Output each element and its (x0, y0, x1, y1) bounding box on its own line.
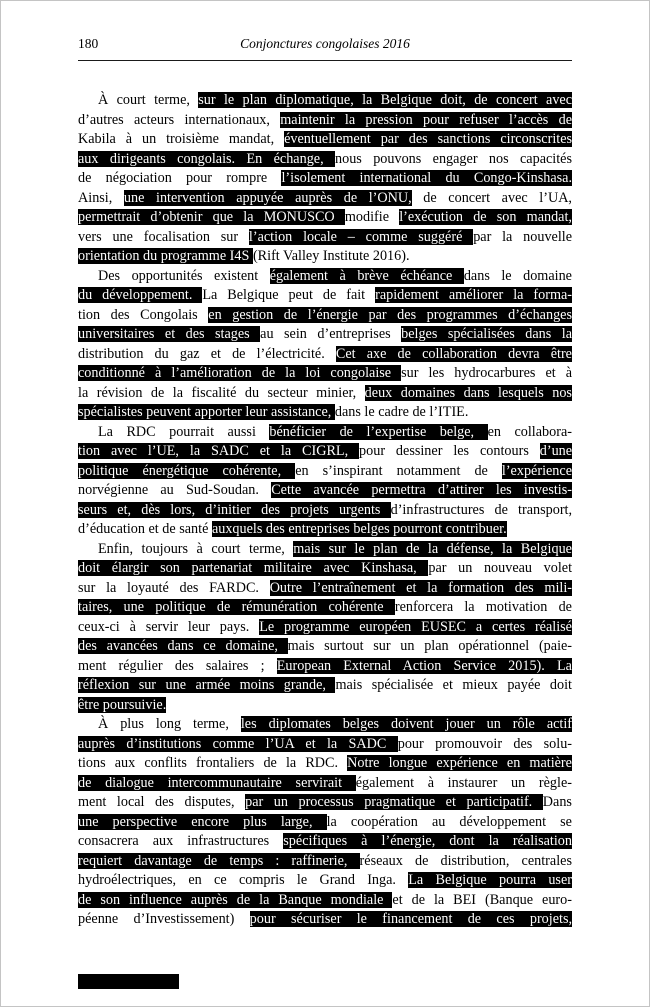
text-segment: en collabora- (487, 423, 572, 440)
text-line (78, 676, 572, 696)
selected-text: Cet axe de collaboration devra être (335, 345, 572, 362)
selected-text: également à brève échéance (269, 267, 464, 284)
text-line (78, 150, 572, 170)
selected-text: réflexion sur une armée moins grande, (78, 677, 336, 693)
selected-text: politique énergétique cohérente, (78, 462, 296, 479)
selected-text: de dialogue intercommunautaire servirait (78, 774, 356, 791)
text-line (78, 852, 572, 872)
selected-text: auprès d’institutions comme l’UA et la SADC (78, 735, 398, 752)
selected-text: de son influence auprès de la Banque mondiale (78, 891, 393, 908)
text-line (78, 403, 572, 423)
text-line (78, 345, 572, 365)
text-line (78, 813, 572, 833)
paragraph (78, 91, 572, 267)
text-line (78, 325, 572, 345)
text-line (78, 579, 572, 599)
text-line (78, 442, 572, 462)
text-segment: La Belgique peut de fait (202, 287, 376, 303)
text-segment: renforcera la motivation de (394, 599, 572, 615)
selected-text: d’une (539, 443, 572, 459)
selected-text: mais sur le plan de la défense, la Belgique (293, 540, 572, 557)
text-segment: (Rift Valley Institute 2016). (252, 248, 410, 264)
selected-text: orientation du programme I4S (78, 248, 253, 264)
text-line (78, 832, 572, 852)
text-line (78, 481, 572, 501)
selected-text: spécialistes peuvent apporter leur assistance, (78, 404, 335, 420)
text-segment: d’infrastructures de transport, (390, 501, 572, 518)
selected-text: rapidement améliorer la forma- (375, 287, 572, 303)
text-line (78, 891, 572, 911)
selected-text: requiert davantage de temps : raffinerie, (78, 852, 360, 869)
selected-text: seurs et, dès lors, d’initier des projets urgents (78, 501, 391, 518)
selected-text: Le programme européen EUSEC a certes réalisé (259, 618, 572, 635)
text-line (78, 364, 572, 384)
text-line (78, 637, 572, 657)
selected-text: auxquels des entreprises belges pourront contribuer. (211, 521, 507, 537)
selected-text: tion avec l’UE, la SADC et la CIGRL, (78, 443, 360, 459)
text-segment: dans le domaine (463, 267, 572, 284)
selected-text: en gestion de l’énergie par des programmes d’échanges (208, 306, 572, 323)
paragraph (78, 267, 572, 423)
text-segment: tions aux conflits frontaliers de la RDC. (78, 755, 348, 771)
text-segment: pour promouvoir des solu- (397, 735, 572, 752)
selected-text: European External Action Service 2015). La (276, 657, 572, 674)
text-line (78, 228, 572, 248)
text-segment: péenne d’Investissement) (78, 911, 250, 927)
paragraph (78, 715, 572, 930)
selected-text: bénéficier de l’expertise belge, (269, 423, 488, 440)
text-line (78, 462, 572, 482)
text-line (78, 735, 572, 755)
selected-text: être poursuivie. (78, 696, 167, 713)
text-line (78, 286, 572, 306)
text-segment: modifie (344, 209, 400, 225)
text-segment: dans le cadre de l’ITIE. (334, 404, 469, 420)
selected-text: spécifiques à l’énergie, dont la réalisation (283, 833, 572, 849)
text-segment: réseaux de distribution, centrales (359, 852, 572, 869)
page-number: 180 (78, 36, 99, 51)
text-line (78, 774, 572, 794)
text-line (78, 540, 572, 560)
selected-text: deux domaines dans lesquels nos (364, 384, 572, 401)
selected-text: du développement. (78, 287, 203, 303)
text-segment: au sein d’entreprises (260, 326, 402, 342)
selected-text: les diplomates belges doivent jouer un rôle actif (240, 716, 572, 732)
text-segment: la révision de la fiscalité du secteur minier, (78, 384, 365, 401)
selected-text: l’isolement international du Congo-Kinshasa. (281, 170, 572, 186)
text-segment: hydroélectriques, en ce compris le Grand Inga. (78, 872, 409, 888)
text-segment: de négociation pour rompre (78, 170, 282, 186)
text-line (78, 169, 572, 189)
selected-text: une intervention appuyée auprès de l’ONU, (123, 189, 412, 206)
selected-text: maintenir la pression pour refuser l’accès de (280, 111, 572, 128)
text-segment: À plus long terme, (98, 716, 241, 732)
text-line (78, 247, 572, 267)
text-segment: tion des Congolais (78, 306, 209, 323)
selected-text: pour sécuriser le financement de ces projets, (249, 911, 572, 927)
text-line (78, 111, 572, 131)
text-segment: À court terme, (98, 92, 199, 108)
selected-text: l’expérience (501, 462, 572, 479)
text-line (78, 598, 572, 618)
text-segment: La RDC pourrait aussi (98, 423, 270, 440)
selected-text: une perspective encore plus large, (78, 813, 327, 830)
paragraph (78, 540, 572, 716)
selected-text: éventuellement par des sanctions circonscrites (284, 131, 572, 147)
text-line (78, 754, 572, 774)
text-line (78, 715, 572, 735)
text-segment: Enfin, toujours à court terme, (98, 540, 294, 557)
text-line (78, 91, 572, 111)
text-segment: Dans (542, 794, 572, 810)
text-segment: de concert avec l’UA, (411, 189, 572, 206)
text-segment: par un nouveau volet (428, 560, 572, 576)
selected-text: belges spécialisées dans la (401, 326, 572, 342)
text-segment: pour dessiner les contours (359, 443, 540, 459)
selected-text: universitaires et des stages (78, 326, 261, 342)
text-segment: la coopération au développement se (326, 813, 572, 830)
text-segment: Ainsi, (78, 189, 124, 206)
text-line (78, 793, 572, 813)
text-segment: Des opportunités existent (98, 267, 270, 284)
text-segment: consacrera aux infrastructures (78, 833, 284, 849)
text-segment: d’autres acteurs internationaux, (78, 111, 281, 128)
page-header (78, 36, 572, 61)
text-line (78, 306, 572, 326)
text-line (78, 696, 572, 716)
selected-text: conditionné à l’amélioration de la loi congolaise (78, 365, 402, 381)
selected-text: aux dirigeants congolais. En échange, (78, 150, 336, 167)
selected-text: permettrait d’obtenir que la MONUSCO (78, 209, 345, 225)
text-segment: sur la loyauté des FARDC. (78, 579, 270, 596)
text-segment: sur les hydrocarbures et à (401, 365, 572, 381)
text-segment: mais spécialisée et mieux payée doit (335, 677, 572, 693)
selected-text: Notre longue expérience en matière (347, 755, 572, 771)
running-title: Conjonctures congolaises 2016 (240, 36, 410, 51)
text-segment: distribution du gaz et de l’électricité. (78, 345, 336, 362)
text-segment: ment local des disputes, (78, 794, 246, 810)
text-segment: et de la BEI (Banque euro- (392, 891, 572, 908)
selected-text: par un processus pragmatique et participatif. (245, 794, 543, 810)
text-segment: mais surtout sur un plan opérationnel (paie- (287, 638, 572, 654)
text-segment: vers une focalisation sur (78, 228, 249, 245)
text-line (78, 520, 572, 540)
text-line (78, 657, 572, 677)
selected-text: des avancées dans ce domaine, (78, 638, 288, 654)
selected-text: l’action locale – comme suggéré (248, 228, 474, 245)
selected-text: l’exécution de son mandat, (399, 209, 572, 225)
text-line (78, 208, 572, 228)
selected-text: sur le plan diplomatique, la Belgique doit, de concert avec (198, 92, 572, 108)
text-line (78, 871, 572, 891)
text-line (78, 559, 572, 579)
text-line (78, 189, 572, 209)
selected-text: Outre l’entraînement et la formation des mili- (269, 579, 572, 596)
text-segment: ment régulier des salaires ; (78, 657, 277, 674)
text-line (78, 910, 572, 930)
selected-text: doit élargir son partenariat militaire avec Kinshasa, (78, 560, 429, 576)
text-line (78, 501, 572, 521)
text-line (78, 423, 572, 443)
selected-text: taires, une politique de rémunération cohérente (78, 599, 395, 615)
text-segment: en s’inspirant notamment de (295, 462, 502, 479)
text-segment: Kabila à un troisième mandat, (78, 131, 285, 147)
text-line (78, 267, 572, 287)
bottom-selection-bar (78, 974, 179, 989)
text-segment: par la nouvelle (473, 228, 572, 245)
text-line (78, 130, 572, 150)
text-line (78, 618, 572, 638)
text-segment: d’éducation et de santé (78, 521, 212, 537)
text-segment: également à instaurer un règle- (355, 774, 572, 791)
paragraph (78, 423, 572, 540)
selected-text: La Belgique pourra user (408, 872, 572, 888)
text-segment: nous pouvons engager nos capacités (335, 150, 572, 167)
selected-text: Cette avancée permettra d’attirer les investis- (271, 482, 572, 498)
text-segment: norvégienne au Sud-Soudan. (78, 482, 272, 498)
page-body (78, 91, 572, 930)
text-segment: ceux-ci à servir leur pays. (78, 618, 260, 635)
text-line (78, 384, 572, 404)
